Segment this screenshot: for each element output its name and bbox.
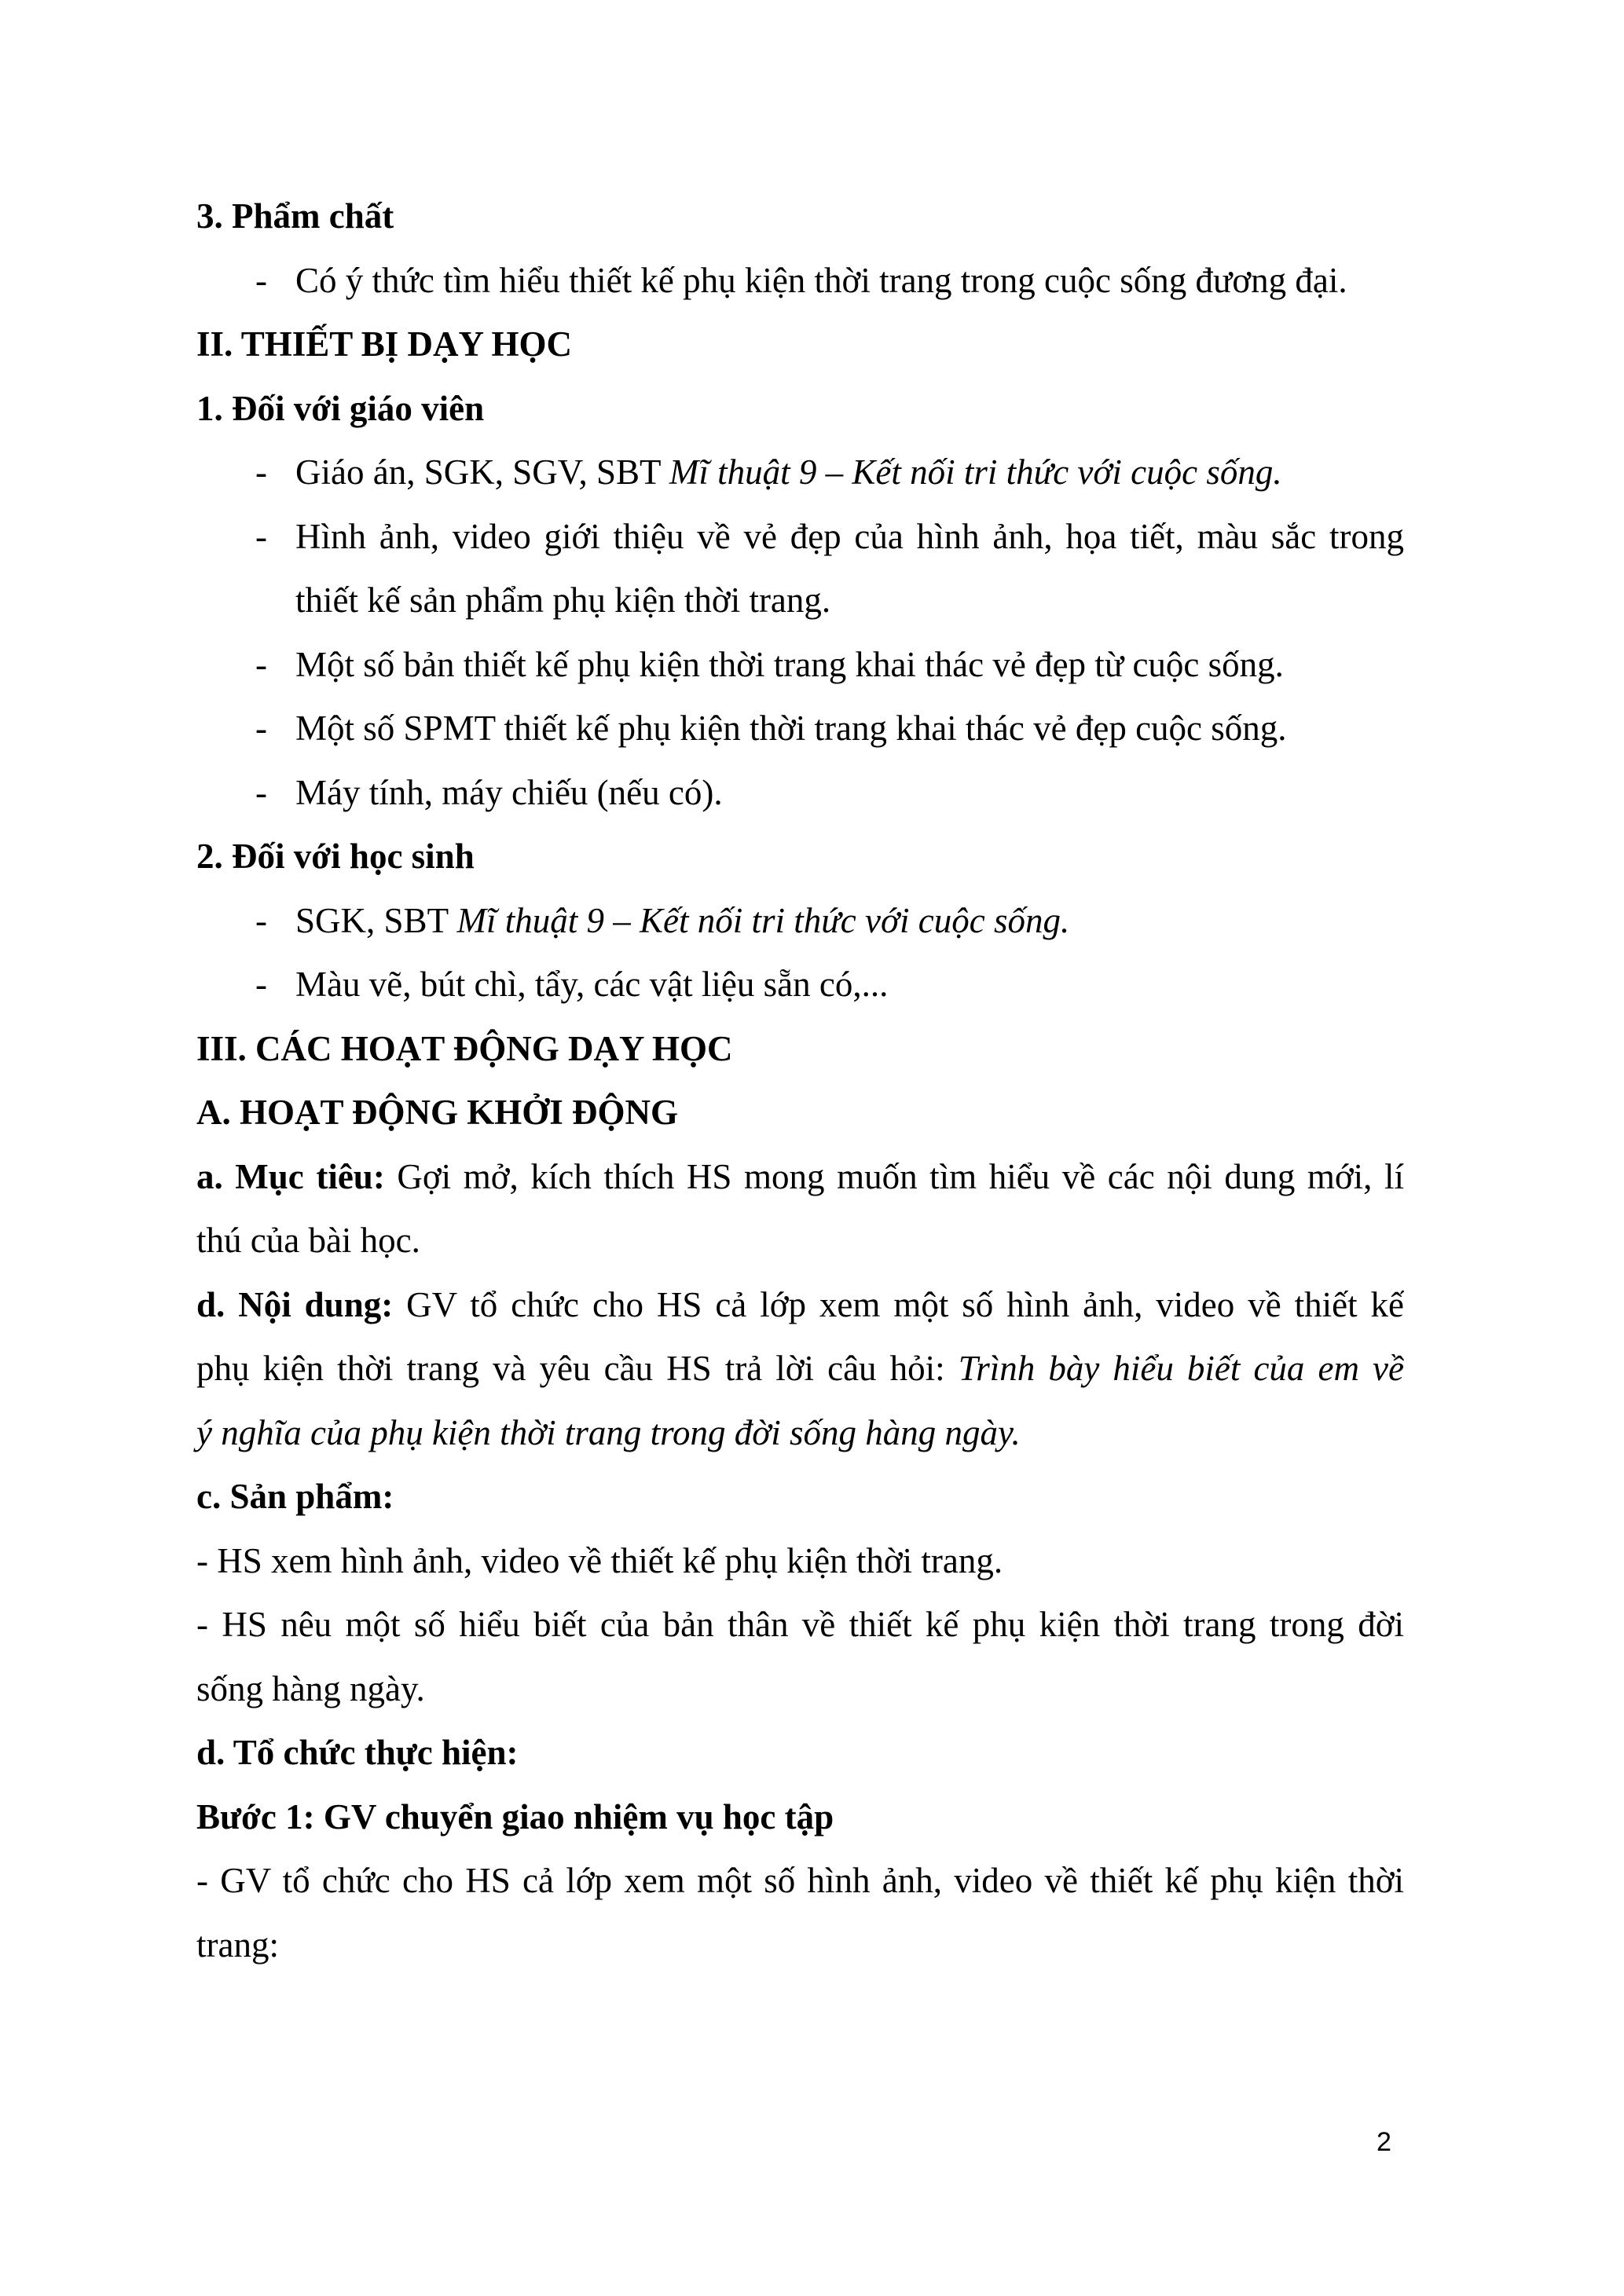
document-body — [196, 185, 1404, 1977]
bold-text: A. HOẠT ĐỘNG KHỞI ĐỘNG — [196, 1093, 678, 1132]
italic-text: Mĩ thuật 9 – Kết nối tri thức với cuộc sống. — [456, 900, 1070, 940]
bullet-dash: - — [255, 772, 267, 812]
section-heading — [196, 1785, 1404, 1850]
bullet-item — [196, 441, 1404, 505]
text: - HS nêu một số hiểu biết của bản thân về thiết kế phụ kiện thời trang trong đời — [196, 1605, 1404, 1644]
paragraph-line — [196, 1401, 1404, 1466]
paragraph-line — [196, 1593, 1404, 1657]
section-heading — [196, 1465, 1404, 1529]
bold-text: 3. Phẩm chất — [196, 196, 394, 236]
bullet-item — [196, 889, 1404, 954]
bold-text: c. Sản phẩm: — [196, 1477, 394, 1516]
text: GV tổ chức cho HS cả lớp xem một số hình ảnh, video về thiết kế — [393, 1284, 1404, 1324]
bold-text: II. THIẾT BỊ DẠY HỌC — [196, 324, 573, 364]
paragraph-line — [196, 1273, 1404, 1338]
paragraph-line — [196, 1529, 1404, 1594]
text: Một số bản thiết kế phụ kiện thời trang khai thác vẻ đẹp từ cuộc sống. — [295, 644, 1284, 684]
bold-text: a. Mục tiêu: — [196, 1156, 385, 1196]
section-heading — [196, 825, 1404, 889]
text: Hình ảnh, video giới thiệu về vẻ đẹp của hình ảnh, họa tiết, màu sắc trong — [295, 516, 1404, 556]
bullet-dash: - — [255, 709, 267, 748]
bullet-item — [196, 505, 1404, 569]
text: thiết kế sản phẩm phụ kiện thời trang. — [295, 580, 831, 620]
text: SGK, SBT — [295, 900, 457, 940]
paragraph-line — [196, 569, 1404, 633]
paragraph-line — [196, 1145, 1404, 1210]
italic-text: Trình bày hiểu biết của em về — [958, 1349, 1404, 1388]
text: thú của bài học. — [196, 1221, 420, 1260]
italic-text: ý nghĩa của phụ kiện thời trang trong đời sống hàng ngày. — [196, 1412, 1021, 1452]
bullet-item — [196, 633, 1404, 698]
text: - HS xem hình ảnh, video về thiết kế phụ kiện thời trang. — [196, 1540, 1003, 1580]
text: - GV tổ chức cho HS cả lớp xem một số hình ảnh, video về thiết kế phụ kiện thời — [196, 1861, 1404, 1900]
paragraph-line — [196, 1657, 1404, 1722]
bold-text: d. Tổ chức thực hiện: — [196, 1733, 519, 1772]
text: Một số SPMT thiết kế phụ kiện thời trang khai thác vẻ đẹp cuộc sống. — [295, 709, 1287, 748]
bold-text: Bước 1: GV chuyển giao nhiệm vụ học tập — [196, 1796, 834, 1836]
paragraph-line — [196, 1849, 1404, 1913]
text: trang: — [196, 1924, 279, 1965]
section-heading — [196, 313, 1404, 377]
bullet-item — [196, 953, 1404, 1017]
text: sống hàng ngày. — [196, 1668, 425, 1708]
bullet-item — [196, 249, 1404, 313]
bold-text: III. CÁC HOẠT ĐỘNG DẠY HỌC — [196, 1028, 733, 1068]
bold-text: 1. Đối với giáo viên — [196, 388, 485, 428]
paragraph-line — [196, 1337, 1404, 1401]
text: Máy tính, máy chiếu (nếu có). — [295, 772, 723, 812]
bullet-dash: - — [255, 965, 267, 1004]
bold-text: d. Nội dung: — [196, 1284, 394, 1324]
text: Có ý thức tìm hiểu thiết kế phụ kiện thời trang trong cuộc sống đương đại. — [295, 260, 1347, 300]
page-number: 2 — [1377, 2127, 1391, 2157]
bullet-dash: - — [255, 452, 267, 492]
text: Gợi mở, kích thích HS mong muốn tìm hiểu về các nội dung mới, lí — [384, 1156, 1404, 1196]
bullet-item — [196, 697, 1404, 761]
bullet-dash: - — [255, 516, 267, 556]
text: Giáo án, SGK, SGV, SBT — [295, 452, 669, 492]
bold-text: 2. Đối với học sinh — [196, 837, 475, 876]
section-heading — [196, 1721, 1404, 1785]
bullet-dash: - — [255, 260, 267, 300]
section-heading — [196, 185, 1404, 249]
bullet-item — [196, 761, 1404, 826]
paragraph-line — [196, 1913, 1404, 1978]
bullet-dash: - — [255, 900, 267, 940]
text: Màu vẽ, bút chì, tẩy, các vật liệu sẵn có,... — [295, 965, 889, 1004]
text: phụ kiện thời trang và yêu cầu HS trả lời câu hỏi: — [196, 1349, 959, 1388]
section-heading — [196, 1017, 1404, 1082]
bullet-dash: - — [255, 644, 267, 684]
section-heading — [196, 377, 1404, 441]
section-heading — [196, 1081, 1404, 1145]
italic-text: Mĩ thuật 9 – Kết nối tri thức với cuộc sống. — [669, 452, 1282, 492]
paragraph-line — [196, 1209, 1404, 1273]
